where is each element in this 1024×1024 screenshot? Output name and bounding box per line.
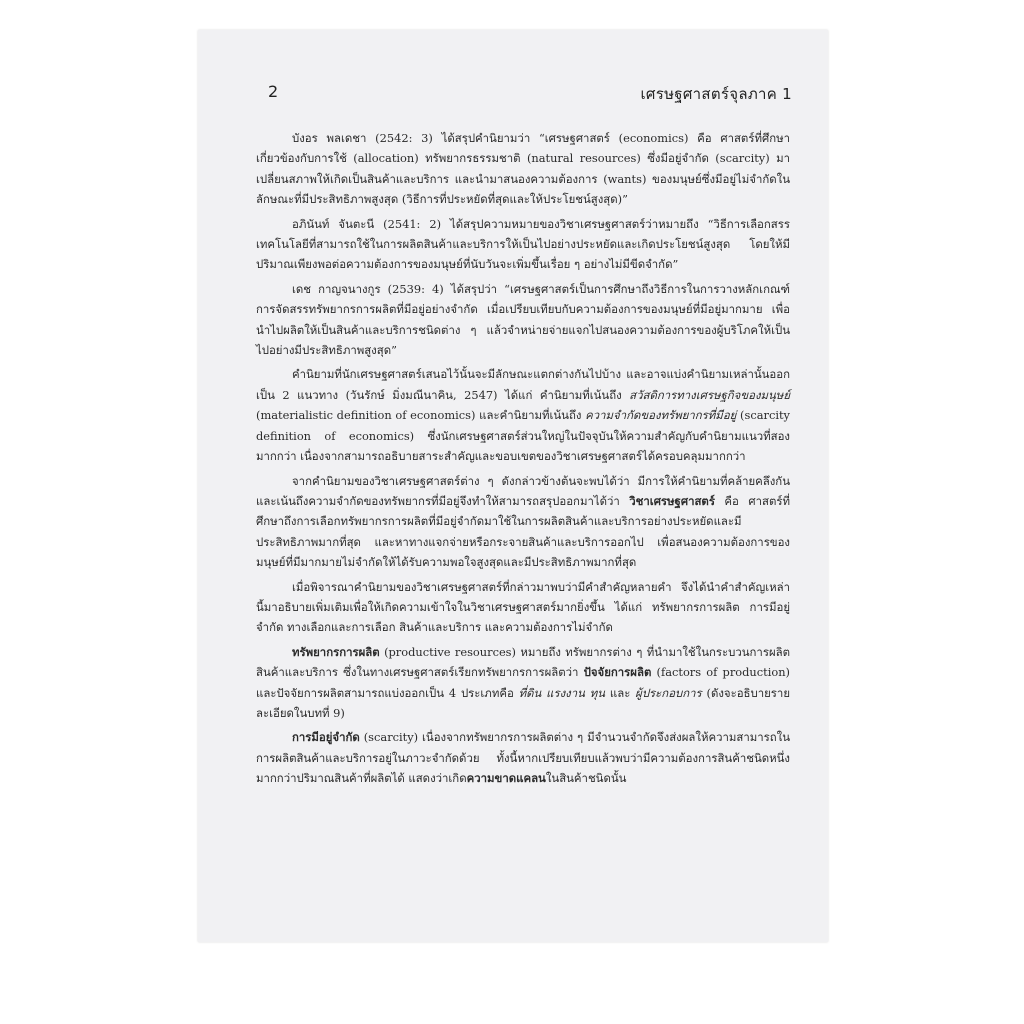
bold-term: ความขาดแคลน <box>466 771 546 786</box>
paragraph-summary-definition <box>256 471 790 573</box>
paragraph-text: และ <box>605 685 636 700</box>
paragraph-text: บังอร พลเดชา (2542: 3) ได้สรุปคำนิยามว่า “เศรษฐศาสตร์ (economics) คือ ศาสตร์ที่ศึกษาเกี่ยวข้องกับการใช้ (allocation) ทรัพยากรธรรมชาติ (natural resources) ซึ่งมีอยู่จำกัด (scarcity) มาเปลี่ยนสภาพให้เกิดเป็นสินค้าและบริการ และนำมาสนองความต้องการ (wants) ของมนุษย์ซึ่งมีอยู่ไม่จำกัดในลักษณะที่มีประสิทธิภาพสูงสุด (วิธีการที่ประหยัดที่สุดและให้ประโยชน์สูงสุด)” <box>256 131 790 207</box>
paragraph-definition-dech <box>256 279 790 361</box>
bold-term: การมีอยู่จำกัด <box>292 730 360 745</box>
running-head: เศรษฐศาสตร์จุลภาค 1 <box>640 85 792 103</box>
italic-term: ความจำกัดของทรัพยากรที่มีอยู่ <box>585 408 737 423</box>
book-page <box>198 30 828 942</box>
italic-term: สวัสดิการทางเศรษฐกิจของมนุษย์ <box>629 387 790 402</box>
paragraph-definition-bangorn <box>256 128 790 210</box>
paragraph-text: จากคำนิยามของวิชาเศรษฐศาสตร์ต่าง ๆ ดังกล่าวข้างต้นจะพบได้ว่า มีการให้คำนิยามที่คล้ายคลึงกันและเน้นถึงความจำกัดของทรัพยากรที่มีอยู่จึงทำให้สามารถสรุปออกมาได้ว่า <box>256 473 790 508</box>
paragraph-text: (ดังจะอธิบายรายละเอียดในบทที่ 9) <box>256 685 790 720</box>
paragraph-text: (scarcity definition of economics) ซึ่งนักเศรษฐศาสตร์ส่วนใหญ่ในปัจจุบันให้ความสำคัญกับคำนิยามแนวที่สองมากกว่า เนื่องจากสามารถอธิบายสาระสำคัญและขอบเขตของวิชาเศรษฐศาสตร์ได้ครอบคลุมมากกว่า <box>256 408 790 464</box>
paragraph-definition-apinan <box>256 214 790 275</box>
paragraph-text: คำนิยามที่นักเศรษฐศาสตร์เสนอไว้นั้นจะมีลักษณะแตกต่างกันไปบ้าง และอาจแบ่งคำนิยามเหล่านั้นออกเป็น 2 แนวทาง (วันรักษ์ มิ่งมณีนาคิน, 2547) ได้แก่ คำนิยามที่เน้นถึง <box>256 367 790 402</box>
paragraph-text: อภินันท์ จันตะนี (2541: 2) ได้สรุปความหมายของวิชาเศรษฐศาสตร์ว่าหมายถึง “วิธีการเลือกสรรเทคโนโลยีที่สามารถใช้ในการผลิตสินค้าและบริการให้เป็นไปอย่างประหยัดและเกิดประโยชน์สูงสุด โดยให้มีปริมาณเพียงพอต่อความต้องการของมนุษย์ที่นับวันจะเพิ่มขึ้นเรื่อย ๆ อย่างไม่มีขีดจำกัด” <box>256 216 790 272</box>
paragraph-text: เมื่อพิจารณาคำนิยามของวิชาเศรษฐศาสตร์ที่กล่าวมาพบว่ามีคำสำคัญหลายคำ จึงได้นำคำสำคัญเหล่านี้มาอธิบายเพิ่มเติมเพื่อให้เกิดความเข้าใจในวิชาเศรษฐศาสตร์มากยิ่งขึ้น ได้แก่ ทรัพยากรการผลิต การมีอยู่จำกัด ทางเลือกและการเลือก สินค้าและบริการ และความต้องการไม่จำกัด <box>256 579 790 635</box>
paragraph-scarcity <box>256 727 790 788</box>
paragraph-text: (materialistic definition of economics) และคำนิยามที่เน้นถึง <box>256 408 586 423</box>
page-number: 2 <box>268 82 279 101</box>
paragraph-text: (productive resources) หมายถึง ทรัพยากรต่าง ๆ ที่นำมาใช้ในกระบวนการผลิตสินค้าและบริการ ซึ่งในทางเศรษฐศาสตร์เรียกทรัพยากรการผลิตว่า <box>256 644 790 680</box>
bold-term: ทรัพยากรการผลิต <box>292 644 380 659</box>
paragraph-productive-resources <box>256 642 790 724</box>
bold-term: วิชาเศรษฐศาสตร์ <box>629 493 715 508</box>
paragraph-text: ในสินค้าชนิดนั้น <box>545 771 627 786</box>
body-text <box>256 128 790 793</box>
paragraph-text: (scarcity) เนื่องจากทรัพยากรการผลิตต่าง ๆ มีจำนวนจำกัดจึงส่งผลให้ความสามารถในการผลิตสินค้าและบริการอยู่ในภาวะจำกัดด้วย ทั้งนี้หากเปรียบเทียบแล้วพบว่ามีความต้องการสินค้าชนิดหนึ่งมากกว่าปริมาณสินค้าที่ผลิตได้ แสดงว่าเกิด <box>256 730 790 786</box>
paragraph-two-approaches <box>256 364 790 466</box>
bold-term: ปัจจัยการผลิต <box>583 665 652 680</box>
italic-term: ผู้ประกอบการ <box>635 685 702 700</box>
paragraph-text: คือ ศาสตร์ที่ศึกษาถึงการเลือกทรัพยากรการผลิตที่มีอยู่จำกัดมาใช้ในการผลิตสินค้าและบริการอย่างประหยัดและมีประสิทธิภาพมากที่สุด และหาทางแจกจ่ายหรือกระจายสินค้าและบริการออกไป เพื่อสนองความต้องการของมนุษย์ที่มีมากมายไม่จำกัดให้ได้รับความพอใจสูงสุดและมีประสิทธิภาพมากที่สุด <box>256 493 790 570</box>
paragraph-text: เดช กาญจนางกูร (2539: 4) ได้สรุปว่า “เศรษฐศาสตร์เป็นการศึกษาถึงวิธีการในการวางหลักเกณฑ์การจัดสรรทรัพยากรการผลิตที่มีอยู่อย่างจำกัด เมื่อเปรียบเทียบกับความต้องการของมนุษย์ที่มีอยู่มากมาย เพื่อนำไปผลิตให้เป็นสินค้าและบริการชนิดต่าง ๆ แล้วจำหน่ายจ่ายแจกไปสนองความต้องการของผู้บริโภคให้เป็นไปอย่างมีประสิทธิภาพสูงสุด” <box>256 281 790 358</box>
paragraph-text: (factors of production) และปัจจัยการผลิตสามารถแบ่งออกเป็น 4 ประเภทคือ <box>256 665 790 700</box>
italic-term: ที่ดิน แรงงาน ทุน <box>518 685 606 700</box>
paragraph-key-terms <box>256 577 790 638</box>
